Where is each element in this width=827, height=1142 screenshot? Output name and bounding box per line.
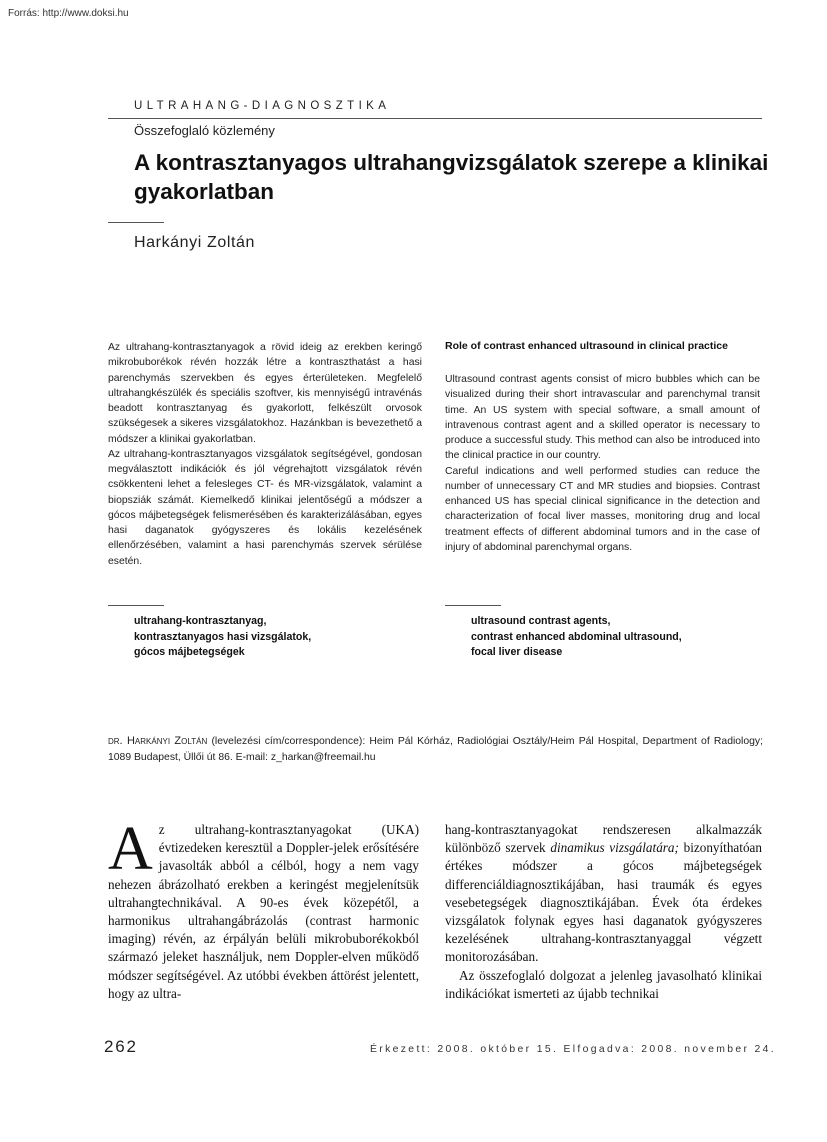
keyword: gócos májbetegségek	[134, 646, 245, 658]
drop-cap: A	[108, 815, 153, 883]
page-number: 262	[104, 1037, 138, 1056]
body-column-left	[108, 815, 419, 1003]
abstract-hu-paragraph: Az ultrahang-kontrasztanyagok a rövid ideig az erekben keringő mikrobuborékok révén hozzák létre a kontraszthatást a hasi parenchymás szervekben és egyes érterületeken. Megfelelő ultrahangkészülék és speciális szoftver, kis mennyiségű intravénás beadott kontrasztanyag és gyakorlott, felkészült orvosok szükségesek a sikeres vizsgálatokhoz. Hazánkban is bevezethető a módszer a klinikai gyakorlatban.	[108, 342, 422, 445]
author-name: Harkányi Zoltán	[134, 234, 256, 251]
body-text: hang-kontrasztanyagokat rendszeresen alkalmazzák különböző szervek	[445, 822, 762, 856]
correspondence-author: dr. Harkányi Zoltán	[108, 735, 208, 747]
keyword: kontrasztanyagos hasi vizsgálatok,	[134, 630, 312, 643]
article-type: Összefoglaló közlemény	[134, 123, 275, 138]
source-watermark: Forrás: http://www.doksi.hu	[8, 8, 129, 19]
abstract-hungarian	[108, 340, 422, 569]
body-emphasis: dinamikus vizsgálatára;	[550, 840, 679, 856]
keywords-english	[471, 614, 682, 661]
header-rule	[108, 118, 762, 119]
correspondence-address: (levelezési cím/correspondence): Heim Pál Kórház, Radiológiai Osztály/Heim Pál Hospital, Department of Radiology; 1089 Budapest, Üllői út 86. E-mail: z_harkan@freemail.hu	[108, 736, 764, 763]
received-accepted-dates: Érkezett: 2008. október 15. Elfogadva: 2008. november 24.	[370, 1044, 777, 1055]
correspondence-note	[108, 734, 763, 765]
keyword: contrast enhanced abdominal ultrasound,	[471, 630, 682, 643]
body-paragraph: Az összefoglaló dolgozat a jelenleg javasolható klinikai indikációkat ismerteti az újabb technikai	[445, 967, 762, 1001]
section-label: ULTRAHANG-DIAGNOSZTIKA	[134, 100, 391, 112]
abstract-en-paragraph: Ultrasound contrast agents consist of micro bubbles which can be visualized during their short intravascular and parenchymal transit time. An US system with special software, a small amount of intravenous contrast agent and a skilled operator is necessary to produce a successful study. This method can also be introduced into the clinical practice in our country.	[445, 374, 760, 462]
keywords-hungarian	[134, 614, 311, 661]
body-text: bizonyíthatóan értékes módszer a gócos májbetegségek differenciáldiagnosztikájában, hasi traumák és egyes vesebetegségek diagnosztikájában. Évek óta érdekes vizsgálatok folynak egyes hasi daganatok gyógyszeres kezelésének ultrahang-kontrasztanyaggal végzett monitorozásában.	[445, 840, 762, 965]
title-rule	[108, 222, 164, 223]
keywords-rule	[108, 605, 164, 606]
keywords-rule	[445, 605, 501, 606]
abstract-hu-paragraph: Az ultrahang-kontrasztanyagos vizsgálatok segítségével, gondosan megválasztott indikációk és jól végrehajtott vizsgálatok révén csökkenteni lehet a felesleges CT- és MR-vizsgálatok, valamint a biopsziák számát. Kiemelkedő klinikai jelentőségű a módszer a gócos májbetegségek felismerésében és karakterizálásában, egyes hasi daganatok gyógyszeres és lokális kezelésének ellenőrzésében, valamint a hasi parenchymás szervek sérülése esetén.	[108, 448, 422, 567]
keyword: focal liver disease	[471, 646, 563, 658]
body-paragraph: z ultrahang-kontrasztanyagokat (UKA) évtizedeken keresztül a Doppler-jelek erősítésére javasolták abból a célból, hogy a nem vagy nehezen ábrázolható erekben a keringést megjelenítsük ultrahangtechnikával. A 90-es évek közepétől, a harmonikus ultrahangábrázolás (contrast harmonic imaging) révén, az érpályán belüli mikrobuborékokból származó jeleket használjuk, nem Doppler-elven működő módszer segítségével. Az utóbbi években áttörést jelentett, hogy az ultra-	[108, 822, 419, 1001]
keyword: ultrahang-kontrasztanyag,	[134, 615, 267, 627]
abstract-english	[445, 372, 760, 555]
keyword: ultrasound contrast agents,	[471, 615, 611, 627]
abstract-en-paragraph: Careful indications and well performed studies can reduce the number of unnecessary CT and MR studies and biopsies. Contrast enhanced US has special clinical significance in the detection and characterization of focal liver masses, monitoring drug and local treatment effects of different abdominal tumors and in the case of injury of abdominal parenchymal organs.	[445, 465, 760, 553]
body-column-right	[445, 821, 762, 1003]
abstract-english-title: Role of contrast enhanced ultrasound in clinical practice	[445, 340, 728, 352]
article-title: A kontrasztanyagos ultrahangvizsgálatok szerepe a klinikai gyakorlatban	[134, 150, 769, 204]
